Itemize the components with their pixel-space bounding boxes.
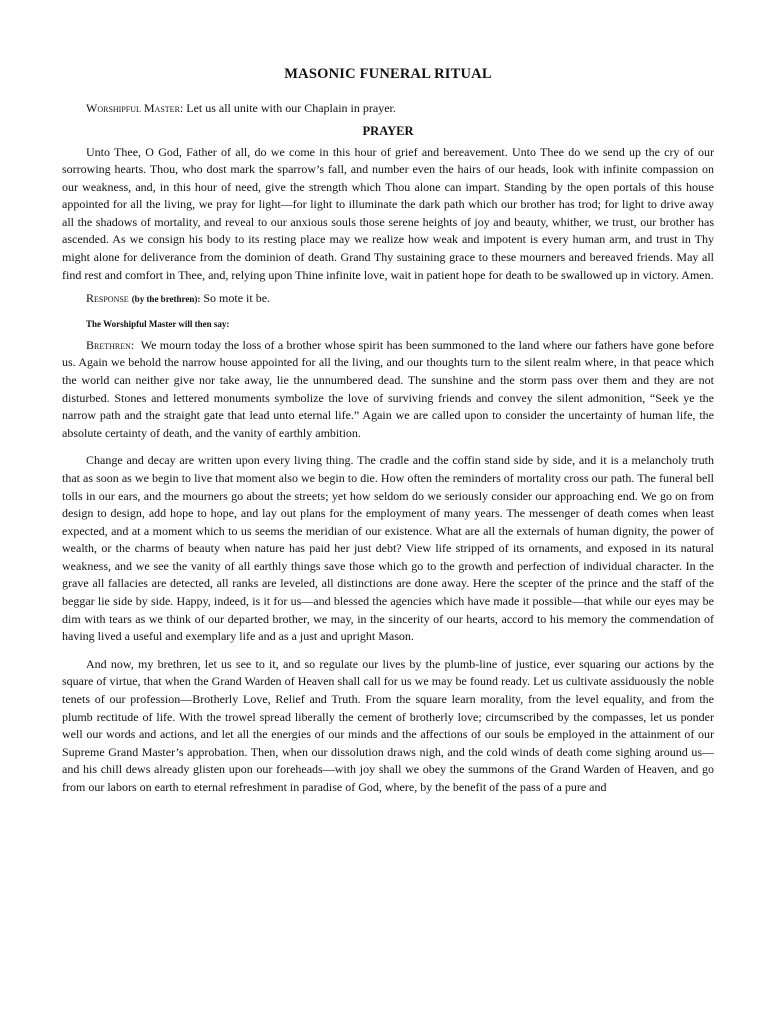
opening-speaker: Worshipful Master:	[86, 101, 184, 115]
response-qualifier: (by the brethren):	[131, 294, 201, 305]
address-paragraph-2: Change and decay are written upon every living thing. The cradle and the coffin stand side by side, and it is a melancholy truth that as soon as we begin to live that moment also we begin to die. How often the reminders of mortality cross our path. The funeral bell tolls in our ears, and the mourners go about the streets; yet how seldom do we seriously consider our approaching end. We go on from design to design, add hope to hope, and lay out plans for the employment of many years. The messenger of death comes when least expected, and at a moment which to us seems the meridian of our existence. What are all the externals of human dignity, the power of wealth, or the charms of beauty when nature has paid her just debt? View life stripped of its ornaments, and exposed in its natural weakness, and we see the vanity of all earthly things save those which go to the growth and perfection of individual character. In the grave all fallacies are detected, all ranks are leveled, all distinctions are done away. Here the scepter of the prince and the staff of the beggar lie side by side. Happy, indeed, is it for us—and blessed the agencies which have made it possible—that while our eyes may be dim with tears as we think of our departed brother, we may, in the sincerity of our hearts, accord to his memory the commendation of having lived a useful and exemplary life and as a just and upright Mason.	[62, 453, 714, 644]
address-paragraph-1	[62, 337, 714, 443]
document-title: MASONIC FUNERAL RITUAL	[284, 66, 492, 82]
response-text: So mote it be.	[203, 291, 271, 306]
response-speaker: Response	[86, 291, 129, 306]
opening-line	[62, 100, 714, 118]
address-speaker: Brethren:	[86, 337, 135, 352]
prayer-heading: PRAYER	[362, 123, 414, 138]
response-line	[62, 290, 714, 309]
opening-text: Let us all unite with our Chaplain in prayer.	[186, 101, 396, 115]
address-paragraph-1-text: We mourn today the loss of a brother whose spirit has been summoned to the land where our fathers have gone before us. Again we behold the narrow house appointed for all the living, and our thoughts turn to the silent realm where, in that peace which the world can neither give nor take away, lie the unnumbered dead. The sunshine and the storm pass over them and they are not disturbed. Stones and lettered monuments symbolize the love of surviving friends and convey the silent admonition, “Seek ye the narrow path and the straight gate that lead unto eternal life.” Again we are called upon to consider the uncertainty of human life, the absolute certainty of death, and the vanity of earthly ambition.	[62, 337, 714, 440]
instruction-line: The Worshipful Master will then say:	[86, 318, 230, 329]
address-paragraph-3: And now, my brethren, let us see to it, and so regulate our lives by the plumb-line of justice, ever squaring our actions by the square of virtue, that when the Grand Warden of Heaven shall call for us we may be found ready. Let us cultivate assiduously the noble tenets of our profession—Brotherly Love, Relief and Truth. From the square learn morality, from the level equality, and from the plumb rectitude of life. With the trowel spread liberally the cement of brotherly love; circumscribed by the compasses, let us ponder well our words and actions, and let all the energies of our minds and the affections of our souls be employed in the attainment of our Supreme Grand Master’s approbation. Then, when our dissolution draws nigh, and the cold winds of death come sighing around us—and his chill dews already glisten upon our foreheads—with joy shall we obey the summons of the Grand Warden of Heaven, and go from our labors on earth to eternal refreshment in paradise of God, where, by the benefit of the pass of a pure and	[62, 656, 714, 794]
document-page	[62, 64, 714, 1024]
prayer-paragraph: Unto Thee, O God, Father of all, do we come in this hour of grief and bereavement. Unto Thee do we send up the cry of our sorrowing hearts. Thou, who dost mark the sparrow’s fall, and number even the hairs of our heads, look with infinite compassion on our weakness, and, in this hour of need, give the strength which Thou alone can impart. Standing by the open portals of this house appointed for all the living, we pray for light—for light to illuminate the dark path which our brother has trod; for light to drive away all the shadows of mortality, and reveal to our anxious souls those serene heights of joy and beauty, whither, we trust, our brother has ascended. As we consign his body to its resting place may we realize how weak and impotent is every human arm, and trust in Thy might alone for deliverance from the dominion of death. Grand Thy sustaining grace to these mourners and bereaved friends. May all find rest and comfort in Thee, and, relying upon Thine infinite love, wait in patient hope for death to be swallowed up in victory. Amen.	[62, 144, 714, 282]
